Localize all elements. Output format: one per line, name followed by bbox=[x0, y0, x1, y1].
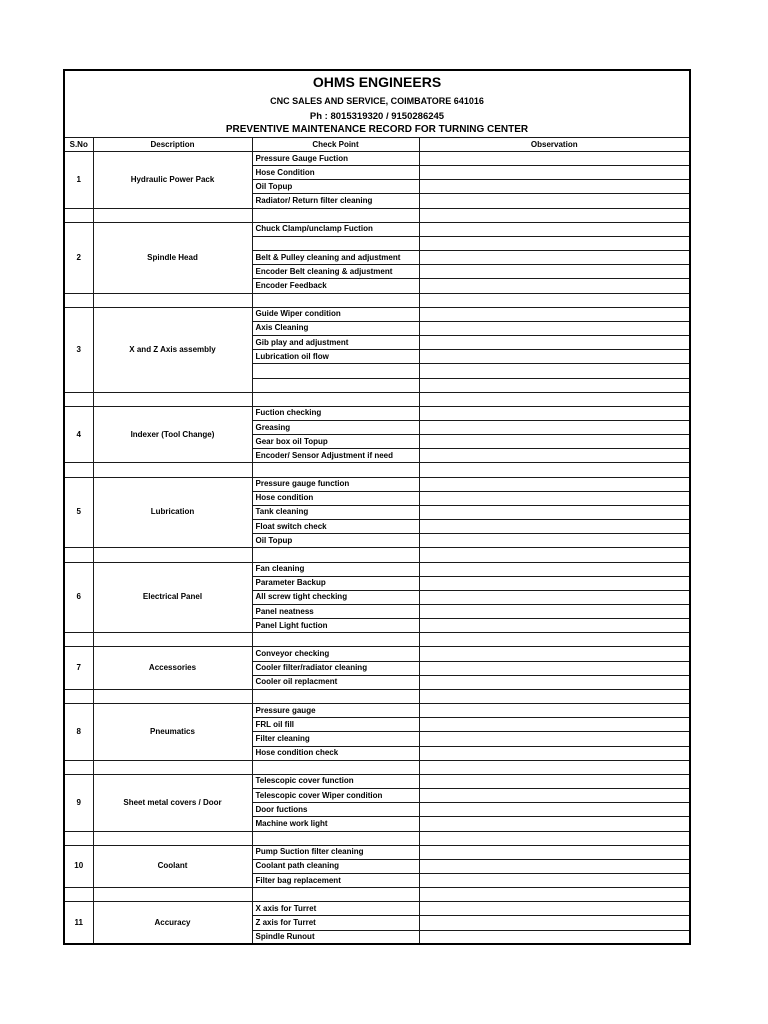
column-header-observation: Observation bbox=[419, 138, 690, 152]
observation-cell bbox=[419, 562, 690, 576]
spacer-observation-cell bbox=[419, 293, 690, 307]
observation-cell bbox=[419, 251, 690, 265]
spacer-check-point-cell bbox=[252, 392, 419, 406]
table-row bbox=[64, 477, 690, 491]
spacer-description-cell bbox=[93, 208, 252, 222]
description-cell: Indexer (Tool Change) bbox=[93, 406, 252, 463]
check-point-cell: Radiator/ Return filter cleaning bbox=[252, 194, 419, 208]
document-header-row bbox=[64, 70, 690, 138]
spacer-description-cell bbox=[93, 293, 252, 307]
check-point-cell: Pressure Gauge Fuction bbox=[252, 152, 419, 166]
spacer-row bbox=[64, 831, 690, 845]
company-subtitle: CNC SALES AND SERVICE, COIMBATORE 641016 bbox=[270, 96, 484, 106]
observation-cell bbox=[419, 194, 690, 208]
sno-cell: 3 bbox=[64, 307, 93, 392]
check-point-cell: Pump Suction filter cleaning bbox=[252, 845, 419, 859]
sno-cell: 5 bbox=[64, 477, 93, 548]
spacer-observation-cell bbox=[419, 548, 690, 562]
observation-cell bbox=[419, 647, 690, 661]
check-point-cell: Float switch check bbox=[252, 520, 419, 534]
check-point-cell: Coolant path cleaning bbox=[252, 859, 419, 873]
table-row bbox=[64, 406, 690, 420]
observation-cell bbox=[419, 307, 690, 321]
check-point-cell: Greasing bbox=[252, 420, 419, 434]
observation-cell bbox=[419, 930, 690, 944]
spacer-check-point-cell bbox=[252, 208, 419, 222]
table-row bbox=[64, 152, 690, 166]
spacer-description-cell bbox=[93, 689, 252, 703]
spacer-description-cell bbox=[93, 633, 252, 647]
description-cell: Accuracy bbox=[93, 902, 252, 944]
observation-cell bbox=[419, 491, 690, 505]
spacer-description-cell bbox=[93, 392, 252, 406]
spacer-sno-cell bbox=[64, 293, 93, 307]
check-point-cell: Panel Light fuction bbox=[252, 619, 419, 633]
spacer-check-point-cell bbox=[252, 831, 419, 845]
check-point-cell: Hose Condition bbox=[252, 166, 419, 180]
table-row bbox=[64, 562, 690, 576]
check-point-cell: Axis Cleaning bbox=[252, 321, 419, 335]
observation-cell bbox=[419, 336, 690, 350]
observation-cell bbox=[419, 590, 690, 604]
check-point-cell: Oil Topup bbox=[252, 534, 419, 548]
observation-cell bbox=[419, 803, 690, 817]
spacer-row bbox=[64, 689, 690, 703]
check-point-cell: Pressure gauge function bbox=[252, 477, 419, 491]
spacer-sno-cell bbox=[64, 760, 93, 774]
observation-cell bbox=[419, 505, 690, 519]
description-cell: Electrical Panel bbox=[93, 562, 252, 633]
description-cell: Pneumatics bbox=[93, 704, 252, 761]
description-cell: X and Z Axis assembly bbox=[93, 307, 252, 392]
observation-cell bbox=[419, 364, 690, 378]
sno-cell: 9 bbox=[64, 774, 93, 831]
check-point-cell: FRL oil fill bbox=[252, 718, 419, 732]
description-cell: Coolant bbox=[93, 845, 252, 887]
observation-cell bbox=[419, 789, 690, 803]
check-point-cell bbox=[252, 378, 419, 392]
check-point-cell: Fan cleaning bbox=[252, 562, 419, 576]
check-point-cell: Belt & Pulley cleaning and adjustment bbox=[252, 251, 419, 265]
sno-cell: 8 bbox=[64, 704, 93, 761]
check-point-cell: Telescopic cover function bbox=[252, 774, 419, 788]
spacer-check-point-cell bbox=[252, 888, 419, 902]
spacer-row bbox=[64, 760, 690, 774]
company-phone: Ph : 8015319320 / 9150286245 bbox=[309, 111, 445, 122]
check-point-cell: All screw tight checking bbox=[252, 590, 419, 604]
observation-cell bbox=[419, 265, 690, 279]
sno-cell: 7 bbox=[64, 647, 93, 689]
check-point-cell bbox=[252, 236, 419, 250]
observation-cell bbox=[419, 916, 690, 930]
record-title: PREVENTIVE MAINTENANCE RECORD FOR TURNING CENTER bbox=[225, 124, 529, 135]
observation-cell bbox=[419, 180, 690, 194]
column-header-check-point: Check Point bbox=[252, 138, 419, 152]
spacer-check-point-cell bbox=[252, 689, 419, 703]
spacer-sno-cell bbox=[64, 888, 93, 902]
check-point-cell: Panel neatness bbox=[252, 605, 419, 619]
spacer-description-cell bbox=[93, 548, 252, 562]
observation-cell bbox=[419, 477, 690, 491]
check-point-cell bbox=[252, 364, 419, 378]
spacer-observation-cell bbox=[419, 392, 690, 406]
table-row bbox=[64, 902, 690, 916]
spacer-observation-cell bbox=[419, 689, 690, 703]
observation-cell bbox=[419, 534, 690, 548]
check-point-cell: X axis for Turret bbox=[252, 902, 419, 916]
sno-cell: 2 bbox=[64, 222, 93, 293]
table-row bbox=[64, 307, 690, 321]
observation-cell bbox=[419, 619, 690, 633]
description-cell: Spindle Head bbox=[93, 222, 252, 293]
observation-cell bbox=[419, 576, 690, 590]
observation-cell bbox=[419, 746, 690, 760]
spacer-check-point-cell bbox=[252, 293, 419, 307]
spacer-row bbox=[64, 548, 690, 562]
observation-cell bbox=[419, 435, 690, 449]
spacer-row bbox=[64, 208, 690, 222]
check-point-cell: Encoder/ Sensor Adjustment if need bbox=[252, 449, 419, 463]
spacer-description-cell bbox=[93, 888, 252, 902]
spacer-row bbox=[64, 463, 690, 477]
spacer-observation-cell bbox=[419, 463, 690, 477]
check-point-cell: Fuction checking bbox=[252, 406, 419, 420]
company-name: OHMS ENGINEERS bbox=[312, 74, 442, 90]
maintenance-record-table bbox=[63, 69, 691, 945]
spacer-observation-cell bbox=[419, 760, 690, 774]
check-point-cell: Oil Topup bbox=[252, 180, 419, 194]
check-point-cell: Gear box oil Topup bbox=[252, 435, 419, 449]
sno-cell: 10 bbox=[64, 845, 93, 887]
observation-cell bbox=[419, 350, 690, 364]
table-row bbox=[64, 704, 690, 718]
check-point-cell: Hose condition bbox=[252, 491, 419, 505]
spacer-description-cell bbox=[93, 831, 252, 845]
spacer-description-cell bbox=[93, 463, 252, 477]
table-row bbox=[64, 647, 690, 661]
observation-cell bbox=[419, 675, 690, 689]
check-point-cell: Cooler oil replacment bbox=[252, 675, 419, 689]
observation-cell bbox=[419, 420, 690, 434]
column-header-description: Description bbox=[93, 138, 252, 152]
column-header-sno: S.No bbox=[64, 138, 93, 152]
sno-cell: 6 bbox=[64, 562, 93, 633]
observation-cell bbox=[419, 845, 690, 859]
spacer-check-point-cell bbox=[252, 548, 419, 562]
spacer-sno-cell bbox=[64, 463, 93, 477]
observation-cell bbox=[419, 817, 690, 831]
observation-cell bbox=[419, 236, 690, 250]
observation-cell bbox=[419, 605, 690, 619]
check-point-cell: Guide Wiper condition bbox=[252, 307, 419, 321]
spacer-sno-cell bbox=[64, 392, 93, 406]
description-cell: Sheet metal covers / Door bbox=[93, 774, 252, 831]
check-point-cell: Door fuctions bbox=[252, 803, 419, 817]
check-point-cell: Parameter Backup bbox=[252, 576, 419, 590]
sno-cell: 4 bbox=[64, 406, 93, 463]
spacer-observation-cell bbox=[419, 208, 690, 222]
spacer-sno-cell bbox=[64, 548, 93, 562]
observation-cell bbox=[419, 732, 690, 746]
observation-cell bbox=[419, 222, 690, 236]
table-row bbox=[64, 222, 690, 236]
spacer-check-point-cell bbox=[252, 633, 419, 647]
check-point-cell: Tank cleaning bbox=[252, 505, 419, 519]
check-point-cell: Hose condition check bbox=[252, 746, 419, 760]
spacer-sno-cell bbox=[64, 208, 93, 222]
check-point-cell: Gib play and adjustment bbox=[252, 336, 419, 350]
observation-cell bbox=[419, 859, 690, 873]
spacer-sno-cell bbox=[64, 633, 93, 647]
spacer-observation-cell bbox=[419, 633, 690, 647]
observation-cell bbox=[419, 873, 690, 887]
check-point-cell: Spindle Runout bbox=[252, 930, 419, 944]
observation-cell bbox=[419, 406, 690, 420]
description-cell: Accessories bbox=[93, 647, 252, 689]
document-header bbox=[64, 70, 690, 138]
observation-cell bbox=[419, 718, 690, 732]
observation-cell bbox=[419, 166, 690, 180]
sno-cell: 1 bbox=[64, 152, 93, 209]
check-point-cell: Lubrication oil flow bbox=[252, 350, 419, 364]
observation-cell bbox=[419, 520, 690, 534]
check-point-cell: Z axis for Turret bbox=[252, 916, 419, 930]
observation-cell bbox=[419, 774, 690, 788]
observation-cell bbox=[419, 378, 690, 392]
check-point-cell: Conveyor checking bbox=[252, 647, 419, 661]
description-cell: Hydraulic Power Pack bbox=[93, 152, 252, 209]
spacer-row bbox=[64, 633, 690, 647]
observation-cell bbox=[419, 449, 690, 463]
check-point-cell: Cooler filter/radiator cleaning bbox=[252, 661, 419, 675]
check-point-cell: Filter bag replacement bbox=[252, 873, 419, 887]
spacer-observation-cell bbox=[419, 831, 690, 845]
observation-cell bbox=[419, 321, 690, 335]
observation-cell bbox=[419, 902, 690, 916]
sno-cell: 11 bbox=[64, 902, 93, 944]
spacer-observation-cell bbox=[419, 888, 690, 902]
column-header-row bbox=[64, 138, 690, 152]
check-point-cell: Filter cleaning bbox=[252, 732, 419, 746]
spacer-check-point-cell bbox=[252, 463, 419, 477]
table-row bbox=[64, 845, 690, 859]
observation-cell bbox=[419, 661, 690, 675]
check-point-cell: Telescopic cover Wiper condition bbox=[252, 789, 419, 803]
spacer-row bbox=[64, 888, 690, 902]
spacer-description-cell bbox=[93, 760, 252, 774]
observation-cell bbox=[419, 279, 690, 293]
spacer-check-point-cell bbox=[252, 760, 419, 774]
description-cell: Lubrication bbox=[93, 477, 252, 548]
check-point-cell: Encoder Belt cleaning & adjustment bbox=[252, 265, 419, 279]
observation-cell bbox=[419, 704, 690, 718]
spacer-row bbox=[64, 392, 690, 406]
spacer-sno-cell bbox=[64, 831, 93, 845]
check-point-cell: Machine work light bbox=[252, 817, 419, 831]
observation-cell bbox=[419, 152, 690, 166]
spacer-sno-cell bbox=[64, 689, 93, 703]
check-point-cell: Chuck Clamp/unclamp Fuction bbox=[252, 222, 419, 236]
table-row bbox=[64, 774, 690, 788]
check-point-cell: Encoder Feedback bbox=[252, 279, 419, 293]
spacer-row bbox=[64, 293, 690, 307]
check-point-cell: Pressure gauge bbox=[252, 704, 419, 718]
